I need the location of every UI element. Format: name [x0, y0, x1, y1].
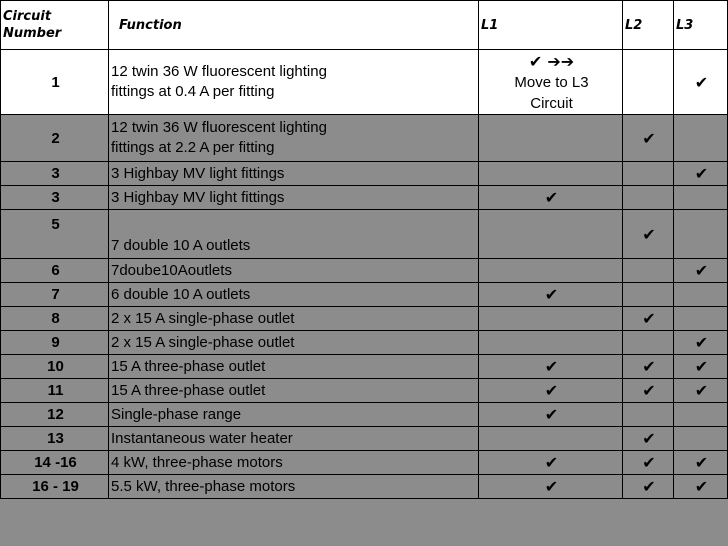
move-arrows-icon: ✔ ➔➔ [528, 51, 575, 71]
function-cell: 3 Highbay MV light fittings [109, 162, 479, 186]
l3-cell [674, 403, 728, 427]
l2-cell [623, 403, 674, 427]
check-icon: ✔ [674, 355, 728, 379]
function-line: fittings at 2.2 A per fitting [111, 139, 275, 156]
check-icon: ✔ [674, 259, 728, 283]
function-cell: 3 Highbay MV light fittings [109, 186, 479, 210]
circuit-number-cell: 3 [1, 186, 109, 210]
check-icon: ✔ [623, 210, 674, 259]
circuit-number-cell: 9 [1, 331, 109, 355]
circuit-number-cell: 6 [1, 259, 109, 283]
table-row [1, 451, 728, 475]
l2-cell [623, 186, 674, 210]
table-row [1, 162, 728, 186]
check-icon: ✔ [674, 475, 728, 499]
function-cell: Single-phase range [109, 403, 479, 427]
l1-note-cell [479, 50, 623, 115]
check-icon: ✔ [623, 307, 674, 331]
table-row [1, 331, 728, 355]
header-function: Function [109, 1, 479, 50]
l2-cell [623, 331, 674, 355]
header-l2: L2 [623, 1, 674, 50]
l2-cell [623, 259, 674, 283]
circuit-number-cell: 13 [1, 427, 109, 451]
header-l3: L3 [674, 1, 728, 50]
circuit-number-cell: 5 [1, 210, 109, 259]
circuit-number-cell: 2 [1, 115, 109, 162]
function-cell: 2 x 15 A single-phase outlet [109, 331, 479, 355]
table-row [1, 427, 728, 451]
check-icon: ✔ [623, 427, 674, 451]
function-cell: 2 x 15 A single-phase outlet [109, 307, 479, 331]
check-icon: ✔ [623, 475, 674, 499]
function-cell: 15 A three-phase outlet [109, 379, 479, 403]
check-icon: ✔ [479, 283, 623, 307]
function-cell: 7doube10Aoutlets [109, 259, 479, 283]
function-cell: 6 double 10 A outlets [109, 283, 479, 307]
function-cell: 5.5 kW, three-phase motors [109, 475, 479, 499]
l3-cell [674, 115, 728, 162]
table-row [1, 403, 728, 427]
function-cell [109, 115, 479, 162]
l1-cell [479, 210, 623, 259]
check-icon: ✔ [479, 186, 623, 210]
check-icon: ✔ [479, 379, 623, 403]
l2-cell [623, 50, 674, 115]
l1-cell [479, 115, 623, 162]
check-icon: ✔ [479, 451, 623, 475]
check-icon: ✔ [674, 162, 728, 186]
circuit-number-cell: 8 [1, 307, 109, 331]
l1-note-line: Move to L3 [514, 73, 589, 91]
table-row [1, 186, 728, 210]
l1-cell [479, 427, 623, 451]
header-circuit-number: Circuit Number [1, 1, 109, 50]
circuit-number-cell: 12 [1, 403, 109, 427]
table-row [1, 50, 728, 115]
function-cell: Instantaneous water heater [109, 427, 479, 451]
l3-cell [674, 210, 728, 259]
header-l1: L1 [479, 1, 623, 50]
function-line: 12 twin 36 W fluorescent lighting [111, 119, 327, 136]
circuit-number-cell: 16 - 19 [1, 475, 109, 499]
table-row [1, 307, 728, 331]
check-icon: ✔ [623, 115, 674, 162]
function-cell: 15 A three-phase outlet [109, 355, 479, 379]
check-icon: ✔ [674, 451, 728, 475]
l1-cell [479, 259, 623, 283]
circuit-number-cell: 7 [1, 283, 109, 307]
circuit-number-cell: 3 [1, 162, 109, 186]
l3-cell [674, 283, 728, 307]
l3-cell [674, 186, 728, 210]
table-row [1, 283, 728, 307]
function-line: 12 twin 36 W fluorescent lighting [111, 63, 327, 80]
function-cell [109, 50, 479, 115]
function-cell: 7 double 10 A outlets [109, 210, 479, 259]
check-icon: ✔ [674, 50, 728, 115]
function-cell: 4 kW, three-phase motors [109, 451, 479, 475]
l1-cell [479, 331, 623, 355]
l1-cell [479, 307, 623, 331]
check-icon: ✔ [623, 379, 674, 403]
table-row [1, 210, 728, 259]
circuit-number-cell: 1 [1, 50, 109, 115]
check-icon: ✔ [479, 475, 623, 499]
header-row [1, 1, 728, 50]
table-row [1, 475, 728, 499]
circuit-number-cell: 11 [1, 379, 109, 403]
l2-cell [623, 283, 674, 307]
l3-cell [674, 307, 728, 331]
check-icon: ✔ [479, 403, 623, 427]
circuit-number-cell: 10 [1, 355, 109, 379]
table-row [1, 355, 728, 379]
l1-note-line: Circuit [530, 94, 573, 112]
l1-cell [479, 162, 623, 186]
check-icon: ✔ [623, 451, 674, 475]
l2-cell [623, 162, 674, 186]
check-icon: ✔ [479, 355, 623, 379]
function-line: fittings at 0.4 A per fitting [111, 83, 275, 100]
check-icon: ✔ [674, 331, 728, 355]
table-row [1, 115, 728, 162]
circuit-number-cell: 14 -16 [1, 451, 109, 475]
l3-cell [674, 427, 728, 451]
check-icon: ✔ [674, 379, 728, 403]
table-row [1, 259, 728, 283]
check-icon: ✔ [623, 355, 674, 379]
table-row [1, 379, 728, 403]
